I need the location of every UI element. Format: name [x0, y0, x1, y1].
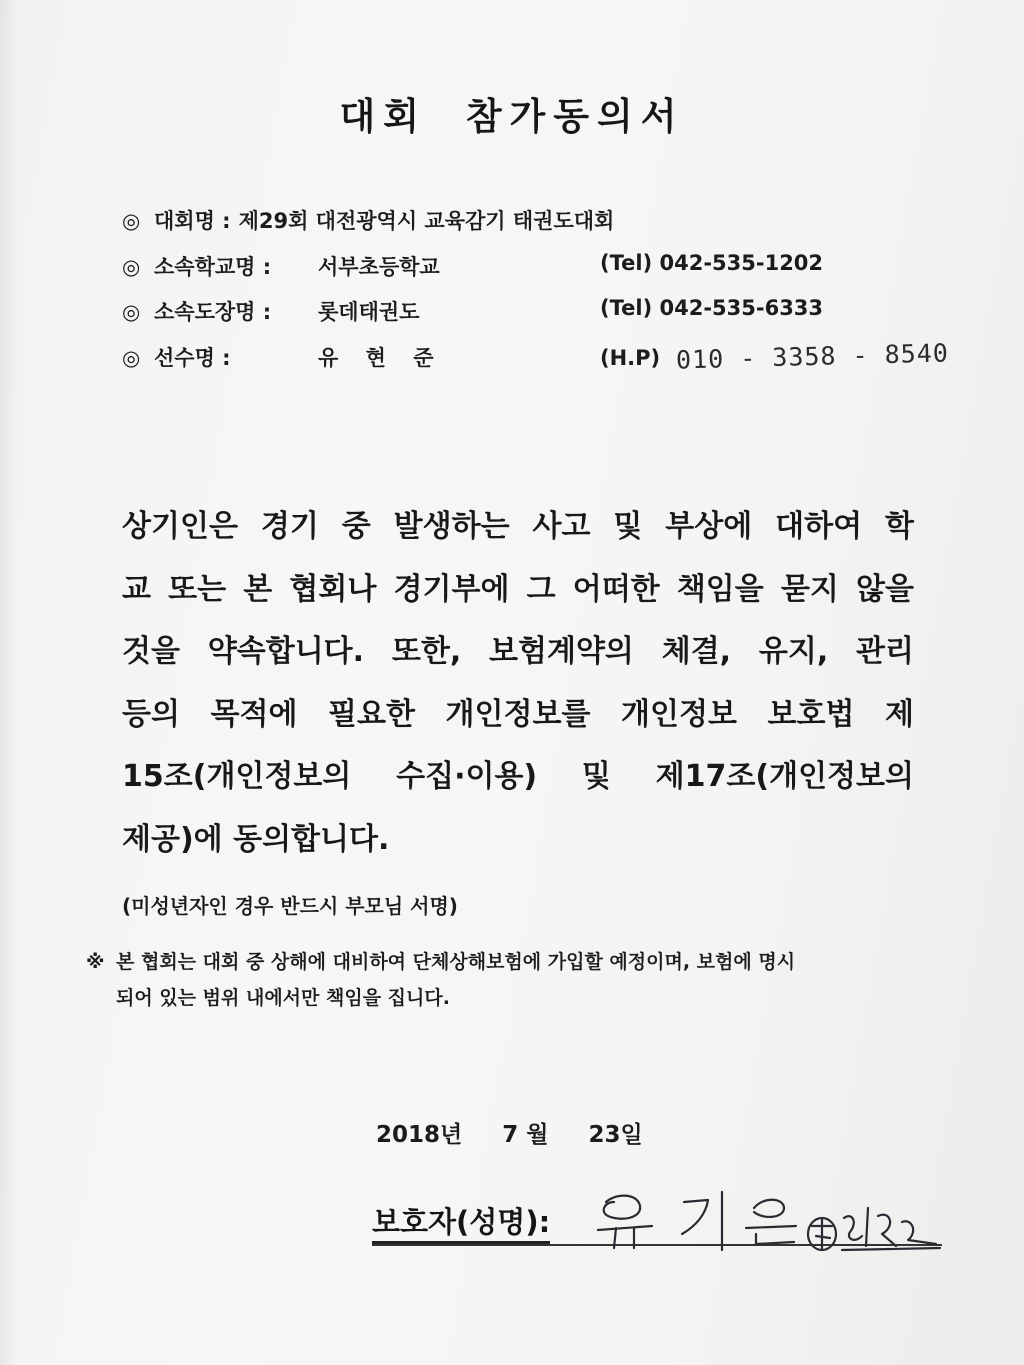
paper-shadow-edge [0, 0, 18, 1365]
consent-body-line: 것을 약속합니다. 또한, 보험계약의 체결, 유지, 관리 [122, 634, 914, 669]
double-circle-icon: ◎ [122, 300, 141, 324]
school-tel: (Tel) 042-535-1202 [600, 251, 824, 275]
consent-body [122, 496, 914, 871]
player-name-value: 유 현 준 [318, 346, 444, 370]
player-phone-label: (H.P) [600, 346, 661, 370]
dojang-row [122, 296, 824, 326]
insurance-note-line: 본 협회는 대회 중 상해에 대비하여 단체상해보험에 가입할 예정이며, 보험에 명시 [116, 951, 796, 973]
dojang-value: 롯데태권도 [318, 300, 420, 324]
guardian-signature-row [372, 1200, 550, 1241]
dojang-tel: (Tel) 042-535-6333 [600, 296, 824, 320]
contest-name-row [122, 205, 614, 235]
insurance-note [86, 944, 952, 1016]
contest-name-value: 제29회 대전광역시 교육감기 태권도대회 [238, 209, 615, 233]
contest-name-label: 대회명 : [154, 209, 231, 233]
consent-body-line: 제공)에 동의합니다. [122, 821, 390, 857]
double-circle-icon: ◎ [122, 209, 141, 233]
insurance-note-line: 되어 있는 범위 내에서만 책임을 집니다. [116, 987, 450, 1009]
consent-body-line: 15조(개인정보의 수집·이용) 및 제17조(개인정보의 [122, 759, 914, 794]
dojang-label: 소속도장명 : [154, 300, 272, 324]
school-label: 소속학교명 : [154, 255, 272, 279]
date-month: 7 월 [502, 1122, 549, 1148]
signing-date [376, 1116, 643, 1149]
guardian-handwritten-signature [596, 1188, 946, 1258]
date-day: 23일 [588, 1122, 643, 1148]
consent-body-line: 등의 목적에 필요한 개인정보를 개인정보 보호법 제 [122, 696, 914, 732]
minor-signature-note: (미성년자인 경우 반드시 부모님 서명) [122, 894, 458, 918]
double-circle-icon: ◎ [122, 346, 141, 370]
player-phone-handwritten: 010 - 3358 - 8540 [675, 338, 950, 375]
school-value: 서부초등학교 [318, 255, 440, 279]
consent-body-line: 교 또는 본 협회나 경기부에 그 어떠한 책임을 묻지 않을 [122, 571, 914, 607]
date-year: 2018년 [376, 1122, 463, 1148]
guardian-label: 보호자(성명): [372, 1205, 550, 1244]
school-row [122, 251, 824, 281]
player-phone [600, 338, 950, 375]
double-circle-icon: ◎ [122, 255, 141, 279]
consent-body-line: 상기인은 경기 중 발생하는 사고 및 부상에 대하여 학 [122, 509, 914, 544]
player-row [122, 338, 950, 375]
player-label: 선수명 : [154, 346, 231, 370]
document-title: 대회 참가동의서 [339, 95, 685, 138]
reference-mark-icon: ※ [86, 951, 105, 973]
